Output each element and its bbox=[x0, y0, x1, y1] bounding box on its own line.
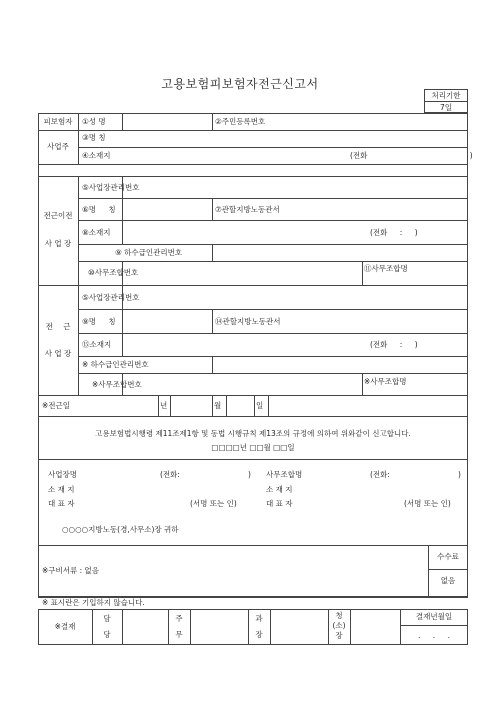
approval-c3a: 과 bbox=[255, 614, 263, 623]
approval-label: ※결재 bbox=[54, 622, 76, 631]
declaration-text: 고용보험법시행령 제11조제1항 및 동법 시행규칙 제13조의 규정에 의하여 위와같이 신고합니다. bbox=[95, 429, 411, 438]
approval-c1b: 당 bbox=[103, 630, 111, 639]
deadline-label: 처리기한 bbox=[431, 91, 461, 100]
after-sub-mgmt-label: ※ 하수급인관리번호 bbox=[82, 360, 149, 369]
approval-c3b: 장 bbox=[255, 630, 263, 639]
before-label-2: 사 업 장 bbox=[44, 239, 72, 248]
signer-right-phone-label: (전화: bbox=[370, 470, 390, 479]
approval-date-label: 결재년월일 bbox=[415, 612, 453, 621]
signer-left-sign-label: (서명 또는 인) bbox=[190, 499, 237, 508]
declaration-date: □□□□년 □□월 □□일 bbox=[211, 443, 295, 452]
after-union-name-label: ※사무조합명 bbox=[364, 377, 407, 386]
employer-company-label: ③명 칭 bbox=[82, 133, 106, 142]
insured-name-label: ①성 명 bbox=[82, 117, 106, 126]
signer-right-sign-label: (서명 또는 인) bbox=[404, 499, 451, 508]
insured-label: 피보험자 bbox=[43, 117, 73, 126]
deadline-value: 7일 bbox=[439, 103, 453, 112]
after-name-label: ⑨명 칭 bbox=[82, 317, 116, 326]
approval-c1a: 담 bbox=[103, 614, 111, 623]
before-union-name-label: ⑪사무조합명 bbox=[364, 264, 408, 273]
signer-left-phone-close: ) bbox=[248, 470, 251, 479]
before-name-label: ⑥명 칭 bbox=[82, 205, 116, 214]
before-address-label: ⑧소재지 bbox=[82, 228, 111, 237]
before-phone-label: (전화 : ) bbox=[370, 228, 418, 237]
before-union-no-label: ⑩사무조합번호 bbox=[88, 268, 139, 277]
fee-value: 없음 bbox=[440, 576, 456, 585]
after-union-no-label: ※사무조합번호 bbox=[92, 380, 142, 389]
employer-address-label: ④소재지 bbox=[82, 151, 111, 160]
transfer-year-label: 년 bbox=[160, 401, 168, 410]
transfer-date-label: ※전근일 bbox=[42, 401, 71, 410]
signer-left-name-label: 사업장명 bbox=[48, 470, 77, 479]
employer-phone-label: (전화 ) bbox=[350, 151, 473, 160]
after-mgmt-no-label: ⑤사업장관리번호 bbox=[82, 293, 140, 302]
approval-c4b: 장 bbox=[335, 631, 343, 640]
approval-c2a: 주 bbox=[175, 614, 183, 623]
approval-c4m: (소) bbox=[332, 621, 346, 630]
after-address-label: ⑮소재지 bbox=[82, 340, 112, 349]
employer-label: 사업주 bbox=[47, 142, 69, 151]
signer-left-address-label: 소 재 지 bbox=[48, 485, 75, 494]
approval-c4a: 청 bbox=[335, 611, 343, 620]
insured-rrn-label: ②주민등록번호 bbox=[215, 117, 266, 126]
approval-date-value: . . . bbox=[418, 631, 450, 640]
before-label-1: 전근이전 bbox=[43, 211, 73, 220]
recipient-line: ○○○○지방노동(경,사무소)장 귀하 bbox=[62, 525, 179, 534]
signer-right-address-label: 소 재 지 bbox=[266, 485, 293, 494]
after-phone-label: (전화 : ) bbox=[370, 340, 418, 349]
signer-right-phone-close: ) bbox=[458, 470, 461, 479]
note-text: ※ 표시란은 기입하지 않습니다. bbox=[42, 598, 145, 607]
page-title: 고용보험피보험자전근신고서 bbox=[161, 77, 319, 91]
approval-c2b: 무 bbox=[175, 630, 183, 639]
after-labor-office-label: ⑭관할지방노동관서 bbox=[215, 317, 281, 326]
after-label-1: 전 근 bbox=[45, 322, 71, 331]
signer-left-rep-label: 대 표 자 bbox=[48, 499, 75, 508]
transfer-day-label: 일 bbox=[256, 401, 264, 410]
fee-label: 수수료 bbox=[437, 552, 459, 561]
transfer-month-label: 월 bbox=[214, 401, 222, 410]
before-sub-mgmt-label: ⑨ 하수급인관리번호 bbox=[115, 248, 183, 257]
signer-right-rep-label: 대 표 자 bbox=[266, 499, 293, 508]
before-mgmt-no-label: ⑤사업장관리번호 bbox=[82, 183, 140, 192]
signer-right-name-label: 사무조합명 bbox=[266, 470, 303, 479]
signer-left-phone-label: (전화: bbox=[160, 470, 180, 479]
docs-label: ※구비서류 : 없음 bbox=[42, 566, 100, 575]
before-labor-office-label: ⑦관할지방노동관서 bbox=[215, 205, 280, 214]
after-label-2: 사 업 장 bbox=[44, 349, 72, 358]
